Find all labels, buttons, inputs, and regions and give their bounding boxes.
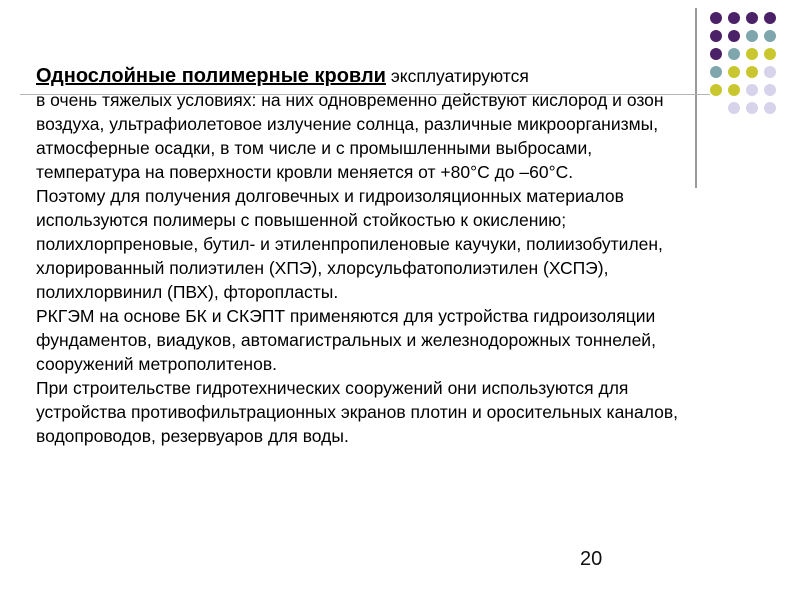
decor-dot [728,48,740,60]
paragraph-3: РКГЭМ на основе БК и СКЭПТ применяются для устройства гидроизоляции фундаментов, виадуков, автомагистральных и железнодорожных тоннелей, сооружений метрополитенов. [36,306,656,374]
slide-title: Однослойные полимерные кровли [36,65,386,87]
decor-dot [764,66,776,78]
slide-title-continuation: эксплуатируются [385,66,529,86]
decor-dot [746,48,758,60]
slide-first-paragraph [36,64,696,184]
decor-dot [746,66,758,78]
decor-dot [746,84,758,96]
decor-dot [764,12,776,24]
decor-dot [728,30,740,42]
decor-dot [746,12,758,24]
decor-dot [710,12,722,24]
decor-dot [764,102,776,114]
decor-dot [710,66,722,78]
page-number: 20 [580,548,603,570]
decor-dot [764,30,776,42]
decor-dot [746,30,758,42]
decor-dot [710,48,722,60]
decor-dot [746,102,758,114]
decor-dot [728,84,740,96]
decor-dot [728,66,740,78]
paragraph-1: в очень тяжелых условиях: на них одновременно действуют кислород и озон воздуха, ультрафиолетовое излучение солнца, различные микроорганизмы, атмосферные осадки, в том числе и с промышленными выбросами, температура на поверхности кровли меняется от +80°С до –60°С. [36,90,664,182]
decor-dot [710,30,722,42]
decor-dot [728,102,740,114]
paragraph-2: Поэтому для получения долговечных и гидроизоляционных материалов используются полимеры с повышенной стойкостью к окислению; полихлорпреновые, бутил- и этиленпропиленовые каучуки, полиизобутилен, хлорированный полиэтилен (ХПЭ), хлорсульфатополиэтилен (ХСПЭ), полихлорвинил (ПВХ), фторопласты. [36,186,663,302]
decor-dot [764,84,776,96]
decor-dot [764,48,776,60]
decor-dot [728,12,740,24]
decor-dot [710,84,722,96]
paragraph-4: При строительстве гидротехнических сооружений они используются для устройства противофильтрационных экранов плотин и оросительных каналов, водопроводов, резервуаров для воды. [36,378,679,446]
slide-content [36,64,696,448]
